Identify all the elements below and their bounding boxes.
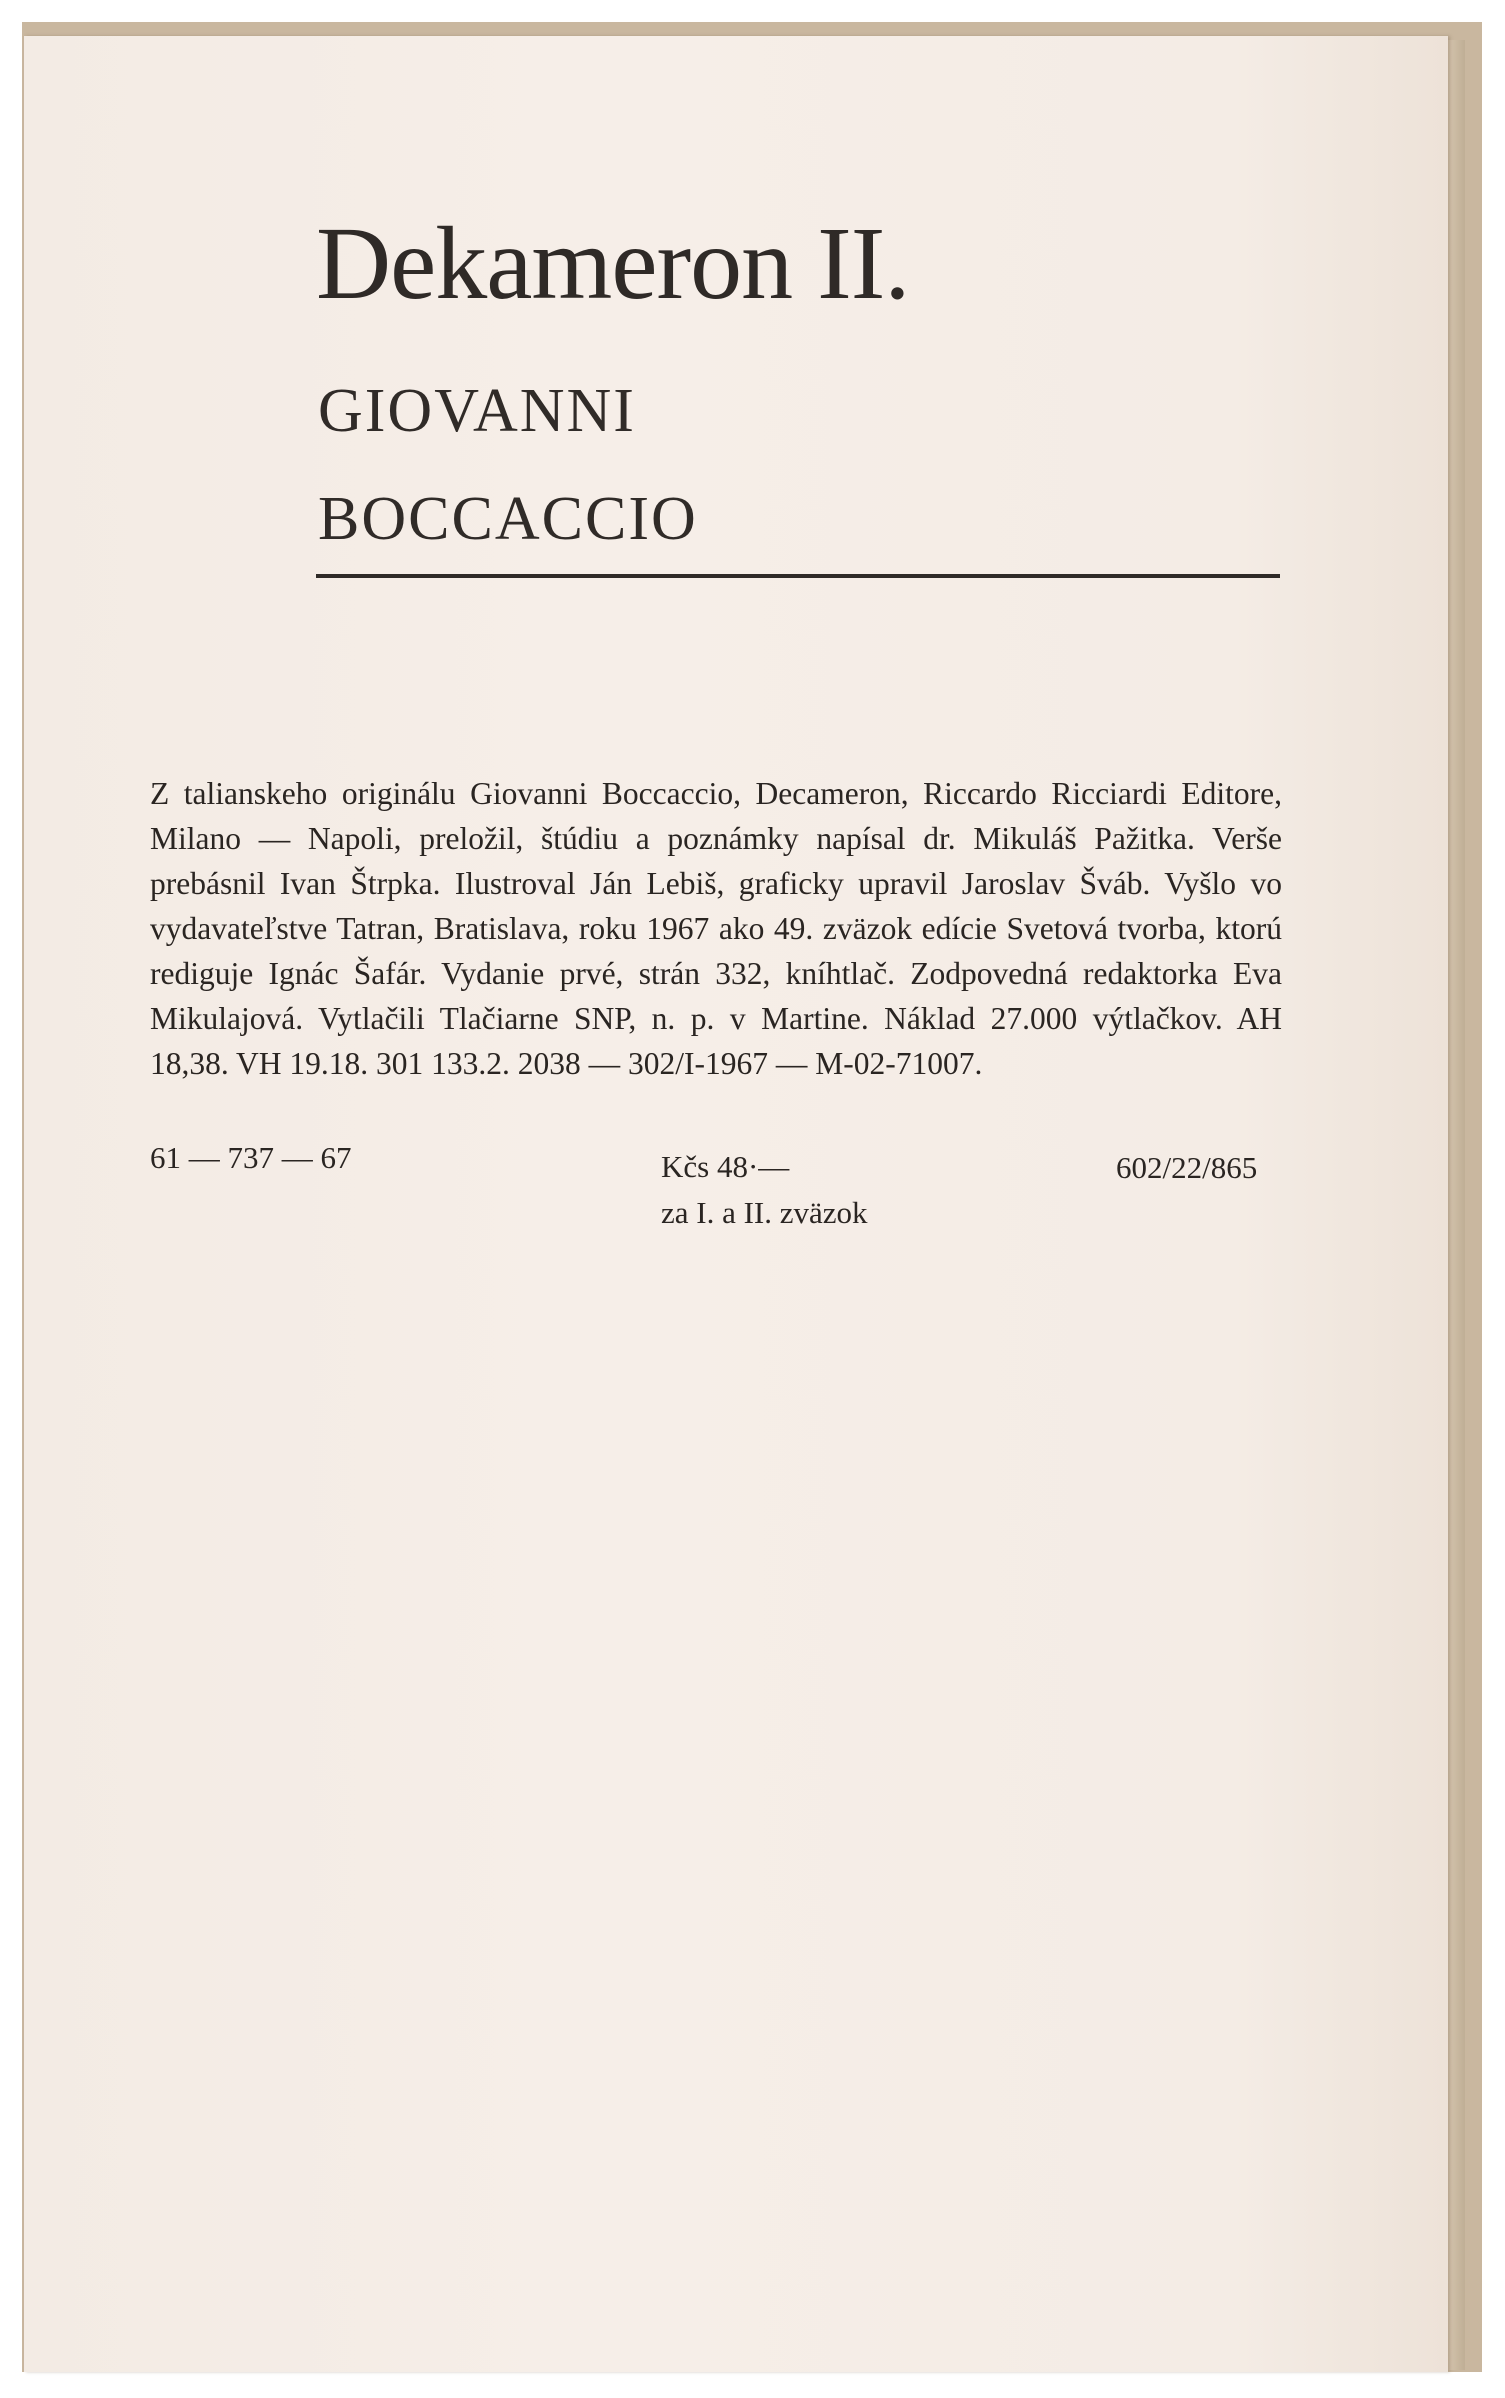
price-text: Kčs 48·— xyxy=(661,1149,790,1184)
book-title: Dekameron II. xyxy=(316,206,910,321)
catalog-code-left: 61 — 737 — 67 xyxy=(150,1140,352,1175)
imprint-paragraph: Z talianskeho originálu Giovanni Boccaccio, Decameron, Riccardo Ricciardi Editore, Milano — Napoli, preložil, štúdiu a poznámky napísal dr. Mikuláš Pažitka. Verše prebásnil Ivan Štrpka. Ilustroval Ján Lebiš, graficky upravil Jaroslav Šváb. Vyšlo vo vydavateľstve Tatran, Bratislava, roku 1967 ako 49. zväzok edície Svetová tvorba, ktorú rediguje Ignác Šafár. Vydanie prvé, strán 332, kníhtlač. Zodpovedná redaktorka Eva Mikulajová. Vytlačili Tlačiarne SNP, n. p. v Martine. Náklad 27.000 výtlačkov. AH 18,38. VH 19.18. 301 133.2. 2038 — 302/I-1967 — M-02-71007. xyxy=(150,776,1282,1081)
book-page xyxy=(24,36,1448,2372)
price-note: za I. a II. zväzok xyxy=(661,1195,868,1230)
price-block xyxy=(661,1144,868,1236)
author-first-name: GIOVANNI xyxy=(318,377,636,445)
title-divider xyxy=(316,574,1280,578)
catalog-code-right: 602/22/865 xyxy=(1116,1150,1258,1185)
author-last-name: BOCCACCIO xyxy=(318,485,698,553)
